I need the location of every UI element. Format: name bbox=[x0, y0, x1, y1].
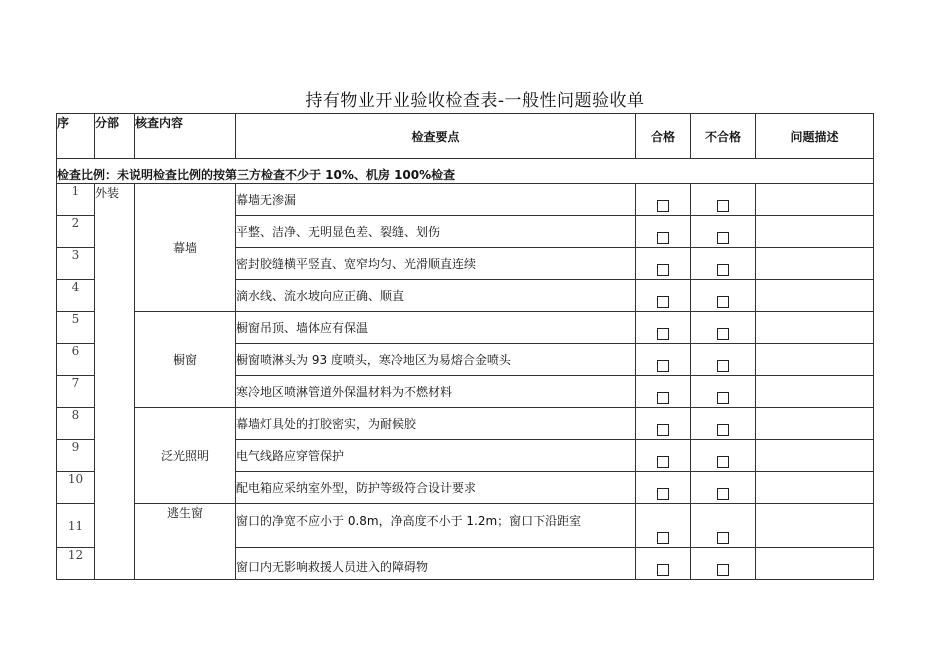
problem-desc-cell[interactable] bbox=[756, 280, 874, 312]
page-title: 持有物业开业验收检查表-一般性问题验收单 bbox=[305, 91, 645, 111]
pass-checkbox[interactable] bbox=[657, 532, 669, 544]
row-number: 10 bbox=[57, 472, 95, 504]
row-number: 2 bbox=[57, 216, 95, 248]
fail-checkbox[interactable] bbox=[717, 532, 729, 544]
table-row bbox=[57, 312, 874, 344]
header-item: 核查内容 bbox=[135, 114, 236, 159]
header-seq: 序 bbox=[57, 114, 95, 159]
ratio-note: 检查比例：未说明检查比例的按第三方检查不少于 10%、机房 100%检查 bbox=[57, 159, 874, 184]
header-row bbox=[57, 114, 874, 159]
pass-checkbox[interactable] bbox=[657, 296, 669, 308]
header-pass: 合格 bbox=[636, 114, 691, 159]
pass-checkbox[interactable] bbox=[657, 488, 669, 500]
check-point: 寒冷地区喷淋管道外保温材料为不燃材料 bbox=[236, 376, 636, 408]
header-desc: 问题描述 bbox=[756, 114, 874, 159]
row-number: 6 bbox=[57, 344, 95, 376]
header-part: 分部 bbox=[95, 114, 135, 159]
check-point: 窗口的净宽不应小于 0.8m，净高度不小于 1.2m；窗口下沿距室 bbox=[236, 504, 636, 548]
fail-checkbox[interactable] bbox=[717, 360, 729, 372]
table-row bbox=[57, 184, 874, 216]
fail-checkbox[interactable] bbox=[717, 488, 729, 500]
pass-checkbox[interactable] bbox=[657, 264, 669, 276]
problem-desc-cell[interactable] bbox=[756, 472, 874, 504]
fail-checkbox[interactable] bbox=[717, 232, 729, 244]
category-curtain-wall: 幕墙 bbox=[135, 184, 236, 312]
check-point: 密封胶缝横平竖直、宽窄均匀、光滑顺直连续 bbox=[236, 248, 636, 280]
row-number: 9 bbox=[57, 440, 95, 472]
problem-desc-cell[interactable] bbox=[756, 504, 874, 548]
pass-checkbox[interactable] bbox=[657, 328, 669, 340]
problem-desc-cell[interactable] bbox=[756, 408, 874, 440]
fail-checkbox[interactable] bbox=[717, 328, 729, 340]
fail-checkbox[interactable] bbox=[717, 424, 729, 436]
category-shop-window: 橱窗 bbox=[135, 312, 236, 408]
check-point: 电气线路应穿管保护 bbox=[236, 440, 636, 472]
fail-checkbox[interactable] bbox=[717, 392, 729, 404]
problem-desc-cell[interactable] bbox=[756, 184, 874, 216]
header-fail: 不合格 bbox=[691, 114, 756, 159]
problem-desc-cell[interactable] bbox=[756, 548, 874, 580]
check-point: 窗口内无影响救援人员进入的障碍物 bbox=[236, 548, 636, 580]
row-number: 8 bbox=[57, 408, 95, 440]
category-floodlighting: 泛光照明 bbox=[135, 408, 236, 504]
header-points: 检查要点 bbox=[236, 114, 636, 159]
check-point: 配电箱应采纳室外型，防护等级符合设计要求 bbox=[236, 472, 636, 504]
fail-checkbox[interactable] bbox=[717, 200, 729, 212]
problem-desc-cell[interactable] bbox=[756, 216, 874, 248]
row-number: 3 bbox=[57, 248, 95, 280]
inspection-table bbox=[56, 113, 874, 580]
row-number: 7 bbox=[57, 376, 95, 408]
check-point: 滴水线、流水坡向应正确、顺直 bbox=[236, 280, 636, 312]
table-row bbox=[57, 408, 874, 440]
check-point: 橱窗喷淋头为 93 度喷头，寒冷地区为易熔合金喷头 bbox=[236, 344, 636, 376]
problem-desc-cell[interactable] bbox=[756, 344, 874, 376]
row-number: 1 bbox=[57, 184, 95, 216]
section-label: 外装 bbox=[95, 184, 135, 580]
pass-checkbox[interactable] bbox=[657, 200, 669, 212]
check-point: 幕墙无渗漏 bbox=[236, 184, 636, 216]
pass-checkbox[interactable] bbox=[657, 360, 669, 372]
pass-checkbox[interactable] bbox=[657, 564, 669, 576]
problem-desc-cell[interactable] bbox=[756, 248, 874, 280]
row-number: 4 bbox=[57, 280, 95, 312]
fail-checkbox[interactable] bbox=[717, 264, 729, 276]
check-point: 幕墙灯具处的打胶密实，为耐候胶 bbox=[236, 408, 636, 440]
row-number: 11 bbox=[57, 504, 95, 548]
fail-checkbox[interactable] bbox=[717, 564, 729, 576]
pass-checkbox[interactable] bbox=[657, 392, 669, 404]
row-number: 12 bbox=[57, 548, 95, 580]
check-point: 平整、洁净、无明显色差、裂缝、划伤 bbox=[236, 216, 636, 248]
pass-checkbox[interactable] bbox=[657, 424, 669, 436]
row-number: 5 bbox=[57, 312, 95, 344]
problem-desc-cell[interactable] bbox=[756, 376, 874, 408]
table-row bbox=[57, 504, 874, 548]
check-point: 橱窗吊顶、墙体应有保温 bbox=[236, 312, 636, 344]
fail-checkbox[interactable] bbox=[717, 296, 729, 308]
ratio-row bbox=[57, 159, 874, 184]
pass-checkbox[interactable] bbox=[657, 456, 669, 468]
problem-desc-cell[interactable] bbox=[756, 440, 874, 472]
category-escape-window: 逃生窗 bbox=[135, 504, 236, 580]
problem-desc-cell[interactable] bbox=[756, 312, 874, 344]
fail-checkbox[interactable] bbox=[717, 456, 729, 468]
pass-checkbox[interactable] bbox=[657, 232, 669, 244]
